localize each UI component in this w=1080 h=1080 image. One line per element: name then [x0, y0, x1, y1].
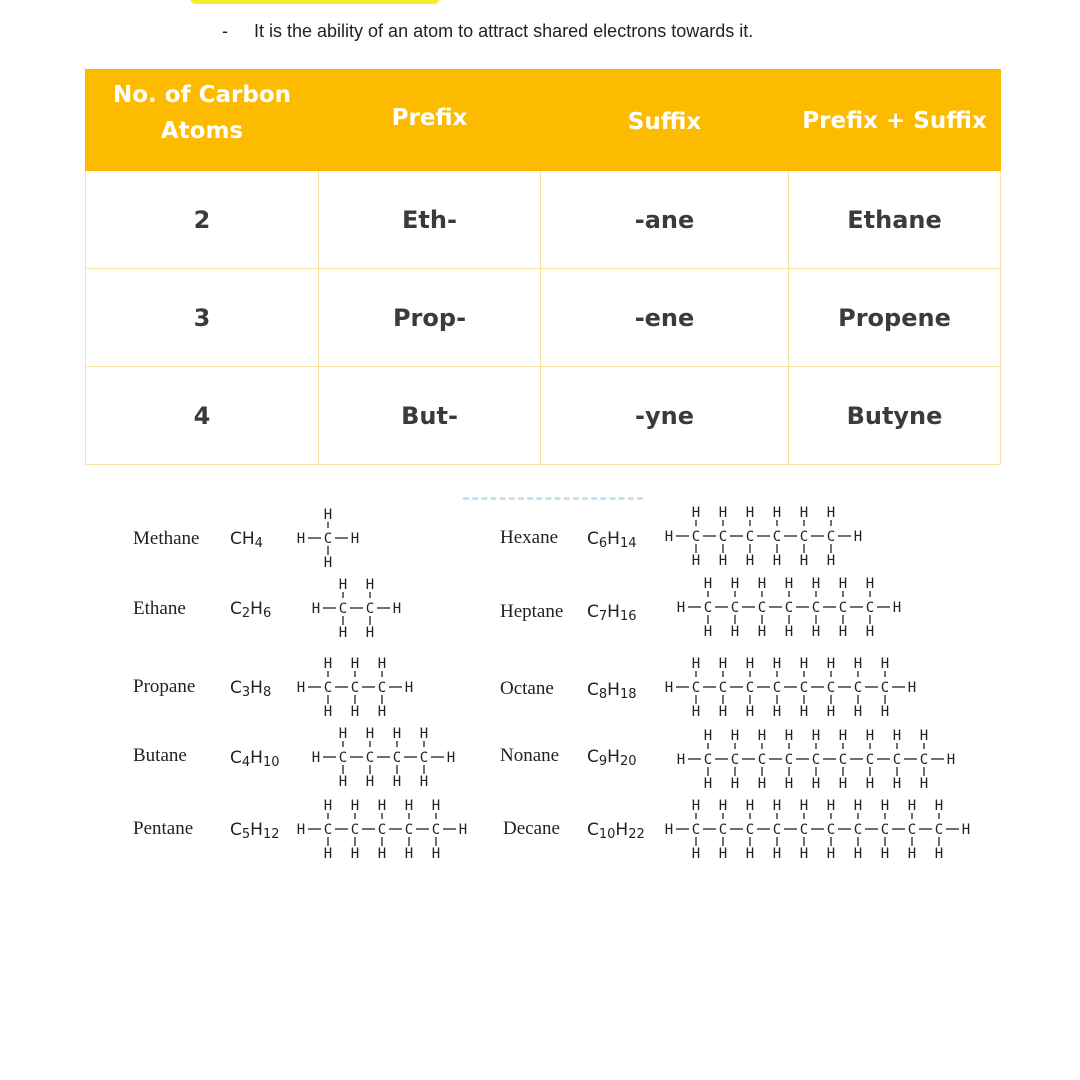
- carbon-atom: C: [404, 822, 414, 838]
- carbon-atom: C: [703, 600, 713, 616]
- carbon-atom: C: [826, 529, 836, 545]
- carbon-atom: C: [811, 752, 821, 768]
- prefix-suffix-table: [85, 69, 1001, 465]
- hydrogen-atom: H: [784, 576, 794, 592]
- hydrogen-atom: H: [323, 656, 333, 672]
- hydrogen-atom: H: [350, 704, 360, 720]
- carbon-atom: C: [799, 822, 809, 838]
- hydrogen-atom: H: [404, 680, 414, 696]
- carbon-atom: C: [799, 529, 809, 545]
- hydrogen-atom: H: [838, 776, 848, 792]
- cell-carbons: 2: [86, 171, 319, 269]
- hydrogen-atom: H: [880, 798, 890, 814]
- alkane-name: Methane: [133, 528, 200, 549]
- alkane-formula: $CH_4$: [230, 529, 263, 551]
- hydrogen-atom: H: [365, 726, 375, 742]
- cell-name: Propene: [789, 269, 1001, 367]
- alkane-name: Decane: [503, 818, 560, 839]
- hydrogen-atom: H: [703, 728, 713, 744]
- hydrogen-atom: H: [799, 704, 809, 720]
- hydrogen-atom: H: [745, 553, 755, 569]
- hydrogen-atom: H: [892, 728, 902, 744]
- hydrogen-atom: H: [718, 846, 728, 862]
- cell-prefix: But-: [319, 367, 541, 465]
- hydrogen-atom: H: [853, 656, 863, 672]
- carbon-atom: C: [431, 822, 441, 838]
- carbon-atom: C: [826, 822, 836, 838]
- hydrogen-atom: H: [296, 822, 306, 838]
- alkane-formula: $C_8H_{18}$: [587, 680, 637, 702]
- hydrogen-atom: H: [907, 680, 917, 696]
- hydrogen-atom: H: [772, 505, 782, 521]
- hydrogen-atom: H: [338, 726, 348, 742]
- hydrogen-atom: H: [338, 625, 348, 641]
- hydrogen-atom: H: [865, 728, 875, 744]
- cell-suffix: -yne: [541, 367, 789, 465]
- hydrogen-atom: H: [377, 846, 387, 862]
- carbon-atom: C: [718, 822, 728, 838]
- carbon-atom: C: [419, 750, 429, 766]
- hydrogen-atom: H: [934, 846, 944, 862]
- carbon-atom: C: [907, 822, 917, 838]
- alkane-formula: $C_4H_{10}$: [230, 748, 280, 770]
- hydrogen-atom: H: [446, 750, 456, 766]
- carbon-atom: C: [745, 822, 755, 838]
- hydrogen-atom: H: [745, 704, 755, 720]
- carbon-atom: C: [350, 822, 360, 838]
- hydrogen-atom: H: [865, 776, 875, 792]
- hydrogen-atom: H: [772, 553, 782, 569]
- hydrogen-atom: H: [961, 822, 971, 838]
- hydrogen-atom: H: [419, 774, 429, 790]
- carbon-atom: C: [784, 600, 794, 616]
- hydrogen-atom: H: [718, 798, 728, 814]
- hydrogen-atom: H: [757, 624, 767, 640]
- hydrogen-atom: H: [826, 505, 836, 521]
- carbon-atom: C: [718, 529, 728, 545]
- carbon-atom: C: [377, 680, 387, 696]
- cell-carbons: 4: [86, 367, 319, 465]
- hydrogen-atom: H: [691, 656, 701, 672]
- hydrogen-atom: H: [799, 846, 809, 862]
- hydrogen-atom: H: [880, 704, 890, 720]
- table-row: [86, 367, 1001, 465]
- hydrogen-atom: H: [811, 776, 821, 792]
- hydrogen-atom: H: [664, 822, 674, 838]
- hydrogen-atom: H: [323, 798, 333, 814]
- hydrogen-atom: H: [784, 624, 794, 640]
- hydrogen-atom: H: [826, 798, 836, 814]
- hydrogen-atom: H: [853, 846, 863, 862]
- table-row: [86, 269, 1001, 367]
- alkane-name: Heptane: [500, 601, 564, 622]
- carbon-atom: C: [853, 822, 863, 838]
- structural-formula: [663, 654, 922, 718]
- bullet-dash: -: [222, 21, 228, 41]
- hydrogen-atom: H: [691, 704, 701, 720]
- alkane-formula: $C_3H_8$: [230, 678, 272, 700]
- hydrogen-atom: H: [934, 798, 944, 814]
- hydrogen-atom: H: [853, 798, 863, 814]
- hydrogen-atom: H: [799, 656, 809, 672]
- structural-formula: [310, 575, 407, 639]
- hydrogen-atom: H: [718, 553, 728, 569]
- hydrogen-atom: H: [392, 774, 402, 790]
- cell-prefix: Prop-: [319, 269, 541, 367]
- hydrogen-atom: H: [664, 529, 674, 545]
- carbon-atom: C: [757, 752, 767, 768]
- carbon-atom: C: [772, 822, 782, 838]
- carbon-atom: C: [718, 680, 728, 696]
- carbon-atom: C: [784, 752, 794, 768]
- hydrogen-atom: H: [377, 704, 387, 720]
- hydrogen-atom: H: [919, 728, 929, 744]
- hydrogen-atom: H: [458, 822, 468, 838]
- cell-suffix: -ane: [541, 171, 789, 269]
- hydrogen-atom: H: [730, 624, 740, 640]
- carbon-atom: C: [323, 531, 333, 547]
- hydrogen-atom: H: [691, 846, 701, 862]
- table-header-row: [86, 70, 1001, 171]
- hydrogen-atom: H: [350, 798, 360, 814]
- hydrogen-atom: H: [323, 555, 333, 571]
- hydrogen-atom: H: [865, 624, 875, 640]
- carbon-atom: C: [730, 752, 740, 768]
- hydrogen-atom: H: [853, 704, 863, 720]
- hydrogen-atom: H: [907, 798, 917, 814]
- carbon-atom: C: [745, 529, 755, 545]
- hydrogen-atom: H: [772, 656, 782, 672]
- carbon-atom: C: [811, 600, 821, 616]
- carbon-atom: C: [691, 822, 701, 838]
- hydrogen-atom: H: [826, 704, 836, 720]
- hydrogen-atom: H: [745, 656, 755, 672]
- hydrogen-atom: H: [691, 505, 701, 521]
- alkane-formula: $C_6H_{14}$: [587, 529, 637, 551]
- cell-suffix: -ene: [541, 269, 789, 367]
- carbon-atom: C: [730, 600, 740, 616]
- cell-carbons: 3: [86, 269, 319, 367]
- hydrogen-atom: H: [745, 505, 755, 521]
- cell-name: Butyne: [789, 367, 1001, 465]
- hydrogen-atom: H: [311, 601, 321, 617]
- hydrogen-atom: H: [377, 656, 387, 672]
- structural-formula: [663, 503, 868, 567]
- highlighted-heading-fragment: [190, 0, 440, 4]
- carbon-atom: C: [838, 752, 848, 768]
- hydrogen-atom: H: [311, 750, 321, 766]
- hydrogen-atom: H: [676, 752, 686, 768]
- faded-title-remnant: [463, 497, 643, 504]
- definition-text: It is the ability of an atom to attract shared electrons towards it.: [254, 21, 754, 41]
- carbon-atom: C: [919, 752, 929, 768]
- hydrogen-atom: H: [772, 798, 782, 814]
- hydrogen-atom: H: [811, 728, 821, 744]
- hydrogen-atom: H: [676, 600, 686, 616]
- hydrogen-atom: H: [296, 531, 306, 547]
- carbon-atom: C: [934, 822, 944, 838]
- carbon-atom: C: [799, 680, 809, 696]
- hydrogen-atom: H: [296, 680, 306, 696]
- structural-formula: [675, 726, 961, 790]
- carbon-atom: C: [880, 822, 890, 838]
- hydrogen-atom: H: [826, 656, 836, 672]
- structural-formula: [295, 505, 365, 569]
- hydrogen-atom: H: [350, 656, 360, 672]
- cell-name: Ethane: [789, 171, 1001, 269]
- alkane-name: Pentane: [133, 818, 194, 839]
- hydrogen-atom: H: [377, 798, 387, 814]
- hydrogen-atom: H: [338, 774, 348, 790]
- carbon-atom: C: [703, 752, 713, 768]
- hydrogen-atom: H: [946, 752, 956, 768]
- hydrogen-atom: H: [730, 576, 740, 592]
- carbon-atom: C: [757, 600, 767, 616]
- carbon-atom: C: [691, 529, 701, 545]
- hydrogen-atom: H: [838, 728, 848, 744]
- carbon-atom: C: [377, 822, 387, 838]
- carbon-atom: C: [691, 680, 701, 696]
- carbon-atom: C: [772, 529, 782, 545]
- structural-formula: [675, 574, 907, 638]
- hydrogen-atom: H: [431, 798, 441, 814]
- carbon-atom: C: [365, 601, 375, 617]
- hydrogen-atom: H: [838, 576, 848, 592]
- hydrogen-atom: H: [838, 624, 848, 640]
- structural-formula: [663, 796, 976, 860]
- alkane-formula: $C_{10}H_{22}$: [587, 820, 645, 842]
- hydrogen-atom: H: [892, 600, 902, 616]
- hydrogen-atom: H: [799, 798, 809, 814]
- hydrogen-atom: H: [703, 624, 713, 640]
- hydrogen-atom: H: [853, 529, 863, 545]
- hydrogen-atom: H: [811, 624, 821, 640]
- hydrogen-atom: H: [350, 531, 360, 547]
- alkane-name: Butane: [133, 745, 187, 766]
- carbon-atom: C: [880, 680, 890, 696]
- hydrogen-atom: H: [323, 704, 333, 720]
- hydrogen-atom: H: [419, 726, 429, 742]
- carbon-atom: C: [392, 750, 402, 766]
- hydrogen-atom: H: [799, 505, 809, 521]
- carbon-atom: C: [892, 752, 902, 768]
- hydrogen-atom: H: [772, 704, 782, 720]
- hydrogen-atom: H: [404, 846, 414, 862]
- carbon-atom: C: [323, 822, 333, 838]
- structural-formula: [310, 724, 461, 788]
- hydrogen-atom: H: [826, 553, 836, 569]
- carbon-atom: C: [338, 601, 348, 617]
- hydrogen-atom: H: [718, 704, 728, 720]
- table-row: [86, 171, 1001, 269]
- hydrogen-atom: H: [745, 846, 755, 862]
- alkane-name: Ethane: [133, 598, 186, 619]
- hydrogen-atom: H: [811, 576, 821, 592]
- header-prefix: Prefix: [319, 70, 541, 171]
- hydrogen-atom: H: [703, 776, 713, 792]
- carbon-atom: C: [826, 680, 836, 696]
- hydrogen-atom: H: [730, 776, 740, 792]
- hydrogen-atom: H: [745, 798, 755, 814]
- alkane-name: Propane: [133, 676, 196, 697]
- hydrogen-atom: H: [664, 680, 674, 696]
- carbon-atom: C: [350, 680, 360, 696]
- carbon-atom: C: [365, 750, 375, 766]
- hydrogen-atom: H: [757, 728, 767, 744]
- structural-formula: [295, 654, 419, 718]
- hydrogen-atom: H: [799, 553, 809, 569]
- structural-formula: [295, 796, 473, 860]
- hydrogen-atom: H: [338, 577, 348, 593]
- hydrogen-atom: H: [431, 846, 441, 862]
- hydrogen-atom: H: [907, 846, 917, 862]
- hydrogen-atom: H: [365, 625, 375, 641]
- cell-prefix: Eth-: [319, 171, 541, 269]
- hydrogen-atom: H: [772, 846, 782, 862]
- alkane-formula: $C_2H_6$: [230, 599, 272, 621]
- header-prefix-suffix: Prefix + Suffix: [789, 70, 1001, 171]
- alkane-name: Octane: [500, 678, 554, 699]
- hydrogen-atom: H: [350, 846, 360, 862]
- header-carbon-atoms: No. of Carbon Atoms: [86, 70, 319, 171]
- carbon-atom: C: [865, 752, 875, 768]
- carbon-atom: C: [865, 600, 875, 616]
- alkane-name: Hexane: [500, 527, 559, 548]
- hydrogen-atom: H: [757, 576, 767, 592]
- alkane-formula: $C_5H_{12}$: [230, 820, 280, 842]
- header-suffix: Suffix: [541, 70, 789, 171]
- hydrogen-atom: H: [323, 507, 333, 523]
- hydrogen-atom: H: [880, 846, 890, 862]
- alkane-formula: $C_9H_{20}$: [587, 747, 637, 769]
- carbon-atom: C: [323, 680, 333, 696]
- hydrogen-atom: H: [718, 656, 728, 672]
- hydrogen-atom: H: [691, 798, 701, 814]
- hydrogen-atom: H: [392, 726, 402, 742]
- hydrogen-atom: H: [691, 553, 701, 569]
- hydrogen-atom: H: [323, 846, 333, 862]
- hydrogen-atom: H: [784, 776, 794, 792]
- alkane-name: Nonane: [500, 745, 560, 766]
- carbon-atom: C: [338, 750, 348, 766]
- hydrogen-atom: H: [892, 776, 902, 792]
- carbon-atom: C: [838, 600, 848, 616]
- hydrogen-atom: H: [880, 656, 890, 672]
- carbon-atom: C: [745, 680, 755, 696]
- hydrogen-atom: H: [703, 576, 713, 592]
- hydrogen-atom: H: [365, 577, 375, 593]
- hydrogen-atom: H: [826, 846, 836, 862]
- carbon-atom: C: [772, 680, 782, 696]
- hydrogen-atom: H: [919, 776, 929, 792]
- hydrogen-atom: H: [718, 505, 728, 521]
- hydrogen-atom: H: [865, 576, 875, 592]
- hydrogen-atom: H: [757, 776, 767, 792]
- hydrogen-atom: H: [365, 774, 375, 790]
- hydrogen-atom: H: [784, 728, 794, 744]
- hydrogen-atom: H: [730, 728, 740, 744]
- alkane-formula: $C_7H_{16}$: [587, 602, 637, 624]
- carbon-atom: C: [853, 680, 863, 696]
- hydrogen-atom: H: [404, 798, 414, 814]
- hydrogen-atom: H: [392, 601, 402, 617]
